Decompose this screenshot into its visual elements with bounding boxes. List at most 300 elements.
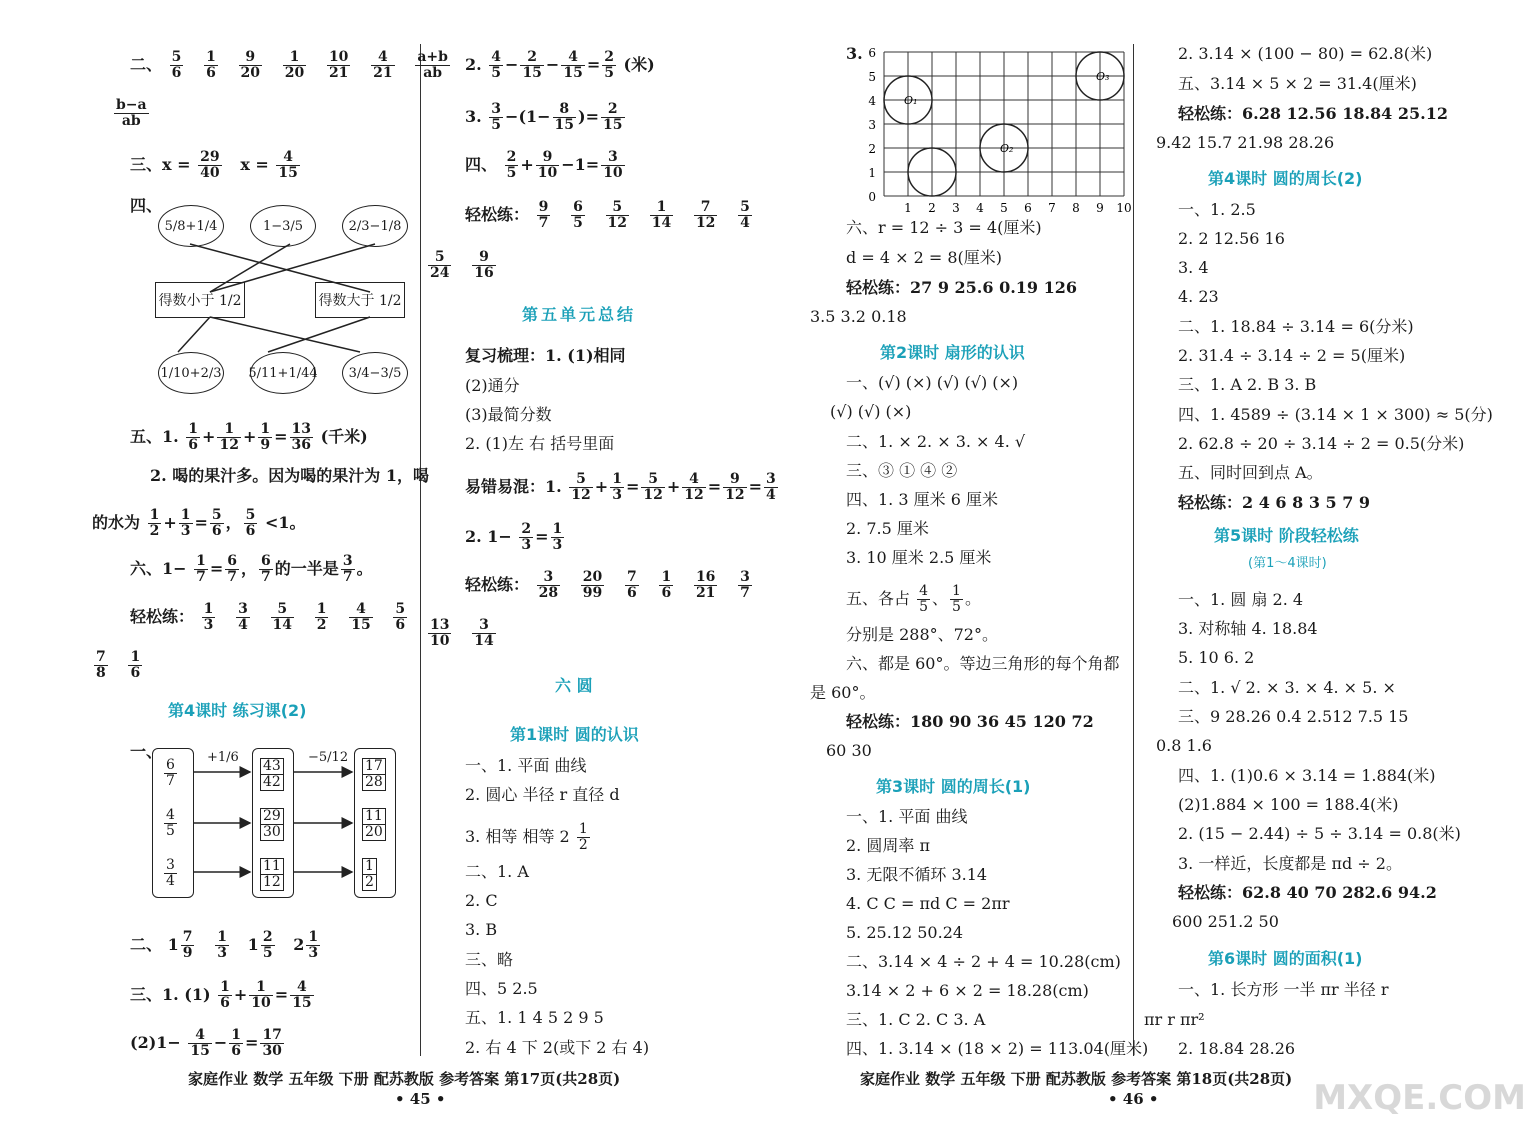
- denominator: 12: [695, 215, 716, 231]
- c2-qs2-fracs-a: [535, 569, 754, 601]
- c2-qs-row: [465, 200, 754, 231]
- numerator: 20: [582, 569, 603, 585]
- san-frac-2: [276, 150, 299, 181]
- yc2-expr: [517, 521, 566, 553]
- yc2-label: 2. 1−: [465, 527, 512, 546]
- f2r: 2. 7.5 厘米: [846, 519, 929, 538]
- numerator: 7: [627, 569, 637, 585]
- x-tick-label: 10: [1116, 201, 1132, 215]
- c2-si-expr: [503, 149, 627, 181]
- x-tick-label: 6: [1024, 201, 1032, 215]
- operator: =: [245, 1033, 259, 1052]
- expr-fraction: [341, 554, 355, 585]
- flow-fraction: [362, 758, 386, 791]
- denominator: 15: [603, 117, 623, 133]
- denominator: 7: [227, 569, 238, 585]
- operator: 的一半是: [274, 559, 339, 578]
- si-label: 四、: [130, 196, 163, 215]
- expr-fraction: [489, 50, 503, 81]
- c2-l3-label: 3.: [465, 107, 482, 126]
- denominator: 4: [740, 215, 750, 231]
- p9: 四、1. 3.14 × (18 × 2) = 113.04(厘米): [846, 1039, 1149, 1058]
- y-tick-label: 3: [868, 118, 876, 132]
- numerator: 13: [430, 617, 450, 633]
- operator: 1: [247, 935, 259, 954]
- numerator: 2: [604, 49, 614, 65]
- denominator: 10: [251, 995, 271, 1011]
- numerator: 1: [661, 569, 672, 585]
- lesson1-title: 第1课时 圆的认识: [510, 725, 639, 744]
- denominator: 4: [166, 873, 175, 889]
- flow-cell: [162, 758, 179, 789]
- flow-cell: [162, 858, 179, 889]
- denominator: 7: [196, 569, 206, 585]
- numerator: 1: [196, 553, 206, 569]
- answer-fraction: [215, 930, 229, 961]
- denominator: 28: [538, 585, 559, 601]
- expr-fraction: [551, 522, 565, 553]
- numerator: 4: [290, 980, 313, 996]
- flow-fraction: [260, 858, 284, 891]
- left-column-divider: [420, 44, 421, 1056]
- flow-cell: [258, 758, 286, 791]
- y-tick-label: 2: [868, 142, 876, 156]
- numerator: 4: [919, 583, 929, 599]
- operator: [277, 935, 294, 954]
- c2-l3: [465, 102, 627, 133]
- c2-si-label: 四、: [465, 155, 498, 174]
- denominator: 12: [643, 487, 663, 503]
- circle-center-label: O₁: [904, 94, 918, 107]
- t3: 5. 10 6. 2: [1178, 648, 1255, 667]
- denominator: 12: [725, 487, 745, 503]
- numerator: 1: [149, 507, 160, 523]
- y-tick-label: 1: [868, 166, 876, 180]
- numerator: 5: [740, 199, 750, 215]
- liu-expr: [192, 553, 373, 585]
- numerator: 1: [130, 649, 141, 665]
- expr-fraction: [601, 150, 624, 181]
- expr-fraction: [290, 980, 313, 1011]
- san-mid: x =: [240, 155, 269, 174]
- num: 1: [578, 821, 588, 837]
- operator: [641, 575, 658, 594]
- yc2-row: [465, 522, 566, 553]
- wu1-unit: (千米): [320, 427, 368, 446]
- oval-bottom-3: 3/4−3/5: [342, 352, 408, 394]
- qs3-a: 轻松练：27 9 25.6 0.19 126: [846, 278, 1078, 297]
- operator: =: [209, 559, 224, 578]
- answer-fraction: [694, 570, 717, 601]
- expr-fraction: [258, 422, 272, 453]
- qs1-row2: [92, 650, 144, 681]
- numerator: 9: [536, 150, 559, 166]
- denominator: 6: [231, 1043, 242, 1059]
- operator: +: [163, 513, 177, 532]
- mixed-fraction: [181, 930, 195, 961]
- answer-fraction: [202, 602, 216, 633]
- numerator: 4: [188, 1028, 211, 1044]
- answer-fraction: [349, 602, 372, 633]
- numerator: 5: [569, 472, 592, 488]
- flow-op-2: −5/12: [308, 750, 349, 765]
- s4: 4. 23: [1178, 287, 1219, 306]
- unit5-title: 第五单元总结: [522, 305, 637, 324]
- l6b: d = 4 × 2 = 8(厘米): [846, 248, 1003, 267]
- denominator: 5: [491, 65, 502, 81]
- c2-qs2-row2: [426, 618, 498, 649]
- denominator: 14: [272, 617, 293, 633]
- numerator: 3: [601, 150, 624, 166]
- liu-a: 六、1−: [130, 559, 187, 578]
- numerator: 5: [395, 601, 406, 617]
- num: 29: [200, 149, 220, 165]
- l1r: 六、都是 60°。等边三角形的每个角都: [846, 654, 1120, 673]
- oval-top-3: 2/3−1/8: [342, 205, 408, 247]
- numerator: 3: [740, 569, 750, 585]
- numerator: 1: [217, 422, 240, 438]
- expr-fraction: [536, 150, 559, 181]
- f1r: 四、1. 3 厘米 6 厘米: [846, 490, 998, 509]
- t4: 二、1. √ 2. × 3. × 4. × 5. ×: [1178, 678, 1396, 697]
- a1: 一、1. 平面 曲线: [465, 756, 587, 775]
- numerator: 1: [231, 1027, 242, 1043]
- numerator: 1: [612, 471, 622, 487]
- lesson4r-title: 第4课时 圆的周长(2): [1208, 169, 1363, 188]
- flow-cell: [360, 808, 388, 841]
- p3: 3. 无限不循环 3.14: [846, 865, 988, 884]
- d1: 四、5 2.5: [465, 979, 538, 998]
- denominator: 7: [342, 569, 353, 585]
- denominator: 15: [351, 617, 371, 633]
- c2-qs2-row: [465, 570, 754, 601]
- operator: 。: [964, 589, 981, 608]
- answer-fraction: [236, 602, 250, 633]
- b3: 3. B: [465, 920, 498, 939]
- answer-fraction: [371, 50, 394, 81]
- c2-qs-row2: [426, 250, 498, 281]
- s11: 轻松练：2 4 6 8 3 5 7 9: [1178, 493, 1371, 512]
- denominator: 15: [563, 65, 583, 81]
- denominator: 6: [171, 65, 182, 81]
- p1: 一、1. 平面 曲线: [846, 807, 968, 826]
- denominator: 3: [203, 617, 214, 633]
- wu2-b: 的水为: [92, 513, 141, 532]
- flow-op-1: +1/6: [207, 750, 239, 765]
- operator: [631, 205, 648, 224]
- circle-center-label: O₂: [1000, 142, 1014, 155]
- left-footer: 家庭作业 数学 五年级 下册 配苏教版 参考答案 第17页(共28页): [188, 1070, 621, 1088]
- denominator: 6: [627, 585, 637, 601]
- denominator: 20: [284, 65, 305, 81]
- operator: 2: [293, 935, 305, 954]
- operator: [375, 607, 392, 626]
- denominator: 8: [96, 665, 106, 681]
- u2: πr r πr²: [1144, 1010, 1205, 1029]
- t8: (2)1.884 × 100 = 188.4(米): [1178, 795, 1399, 814]
- operator: [330, 607, 347, 626]
- expr-fraction: [260, 1028, 283, 1059]
- r4: 9.42 15.7 21.98 28.26: [1156, 133, 1335, 152]
- t11: 轻松练：62.8 40 70 282.6 94.2: [1178, 883, 1437, 902]
- operator: [252, 607, 269, 626]
- c2-l2-label: 2.: [465, 55, 482, 74]
- liu-row: [130, 554, 373, 585]
- san2-row: [130, 980, 316, 1011]
- numerator: 29: [263, 808, 281, 824]
- expr-fraction: [950, 584, 963, 615]
- answer-fraction: [283, 50, 306, 81]
- c2-l2-unit: (米): [623, 55, 655, 74]
- denominator: 28: [365, 774, 383, 790]
- operator: +: [594, 477, 609, 496]
- operator: [552, 205, 569, 224]
- flow-fraction: [164, 808, 177, 839]
- c2-l2: [465, 50, 655, 81]
- wu1-expr: [184, 421, 315, 453]
- x-tick-label: 5: [1000, 201, 1008, 215]
- operator: =: [625, 477, 640, 496]
- answer-fraction: [581, 570, 604, 601]
- lesson5-subtitle: (第1～4课时): [1248, 556, 1327, 571]
- t2: 3. 对称轴 4. 18.84: [1178, 619, 1318, 638]
- c1: 三、略: [465, 950, 514, 969]
- numerator: 3: [342, 553, 353, 569]
- chapter6-title: 六 圆: [555, 676, 593, 695]
- den: 15: [278, 165, 298, 181]
- flow-fraction: [362, 808, 386, 841]
- denominator: 4: [238, 617, 248, 633]
- denominator: 20: [240, 65, 261, 81]
- expr-fraction: [610, 472, 624, 503]
- numerator: 6: [573, 199, 583, 215]
- numerator: 17: [365, 758, 383, 774]
- denominator: 7: [740, 585, 750, 601]
- wu2-line-a: 2. 喝的果汁多。因为喝的果汁为 1，喝: [150, 466, 429, 485]
- denominator: 6: [245, 523, 256, 539]
- numerator: 1: [283, 50, 306, 66]
- yc-label: 易错易混：1.: [465, 477, 562, 496]
- operator: [453, 255, 470, 274]
- denominator: 5: [952, 599, 961, 615]
- wu1-row: [130, 422, 368, 453]
- p2: 2. 圆周率 π: [846, 836, 930, 855]
- expr-fraction: [259, 554, 273, 585]
- operator: )=: [578, 107, 600, 126]
- numerator: 7: [182, 929, 193, 945]
- x-tick-label: 3: [952, 201, 960, 215]
- x-tick-label: 2: [928, 201, 936, 215]
- numerator: 1: [552, 521, 563, 537]
- san-frac-1: [198, 150, 221, 181]
- operator: +: [666, 477, 681, 496]
- yc-expr: [567, 471, 779, 503]
- x-tick-label: 1: [904, 201, 912, 215]
- denominator: 15: [554, 117, 575, 133]
- t6: 0.8 1.6: [1156, 736, 1212, 755]
- u1: 一、1. 长方形 一半 πr 半径 r: [1178, 980, 1389, 999]
- flow-fraction: [362, 858, 377, 891]
- operator: −1=: [561, 155, 600, 174]
- denominator: 16: [474, 265, 494, 281]
- numerator: 6: [261, 553, 271, 569]
- denominator: 12: [607, 215, 628, 231]
- denominator: 9: [182, 945, 193, 961]
- expr-fraction: [194, 554, 208, 585]
- expr-fraction: [520, 50, 543, 81]
- expr-fraction: [290, 422, 313, 453]
- answer-fraction: [393, 602, 407, 633]
- u3: 2. 18.84 28.26: [1178, 1039, 1296, 1058]
- flow-cell: [360, 858, 379, 891]
- lesson5-title: 第5课时 阶段轻松练: [1214, 526, 1359, 545]
- denominator: 12: [571, 487, 591, 503]
- t1: 一、1. 圆 扇 2. 4: [1178, 590, 1304, 609]
- expr-fraction: [641, 472, 664, 503]
- operator: −(1−: [505, 107, 551, 126]
- numerator: 7: [96, 649, 106, 665]
- b1: 二、1. A: [465, 862, 529, 881]
- expr-fraction: [217, 422, 240, 453]
- operator: +: [233, 985, 248, 1004]
- operator: [453, 623, 470, 642]
- expr-fraction: [188, 1028, 211, 1059]
- numerator: 5: [211, 507, 222, 523]
- denominator: 5: [262, 945, 273, 961]
- denominator: 6: [130, 665, 141, 681]
- numerator: 1: [188, 421, 199, 437]
- denominator: 30: [262, 1043, 282, 1059]
- san-row: [130, 150, 302, 181]
- answer-fraction: [472, 250, 495, 281]
- oval-bottom-2: 5/11+1/44: [250, 352, 316, 394]
- answer-fraction: [327, 50, 350, 81]
- grid-label: 3.: [846, 44, 863, 63]
- denominator: 10: [430, 633, 450, 649]
- s3: 3. 4: [1178, 258, 1209, 277]
- operator: =: [274, 427, 288, 446]
- numerator: 1: [365, 858, 374, 874]
- operator: [196, 935, 213, 954]
- expr-fraction: [225, 554, 239, 585]
- l6a: 六、r = 12 ÷ 3 = 4(厘米): [846, 218, 1042, 237]
- flow-fraction: [164, 758, 177, 789]
- operator: [217, 607, 234, 626]
- operator: =: [535, 527, 549, 546]
- answer-fraction: [94, 650, 108, 681]
- numerator: 1: [180, 507, 191, 523]
- numerator: 5: [245, 507, 256, 523]
- box-greater-half: 得数大于 1/2: [315, 282, 405, 318]
- denominator: 6: [395, 617, 406, 633]
- p5: 5. 25.12 50.24: [846, 923, 964, 942]
- qs1-label: 轻松练：: [130, 607, 195, 626]
- numerator: 2: [520, 50, 543, 66]
- denominator: 3: [521, 537, 532, 553]
- operator: 1: [167, 935, 179, 954]
- numerator: 4: [371, 50, 394, 66]
- fx4: 2. (1)左 右 括号里面: [465, 434, 615, 453]
- er-frac-wrap: [112, 98, 151, 129]
- numerator: 6: [227, 553, 238, 569]
- numerator: 1: [650, 200, 673, 216]
- r1: 2. 3.14 × (100 − 80) = 62.8(米): [1178, 44, 1433, 63]
- expr-fraction: [489, 102, 503, 133]
- numerator: 9: [239, 50, 262, 66]
- denominator: 21: [328, 65, 349, 81]
- operator: [719, 205, 736, 224]
- expr-fraction: [917, 584, 930, 615]
- expr-fraction: [244, 508, 258, 539]
- answer-fraction: [239, 50, 262, 81]
- l2r: 是 60°。: [810, 683, 876, 702]
- denominator: 3: [612, 487, 622, 503]
- w1: 五、各占: [846, 589, 911, 608]
- r3: 轻松练：6.28 12.56 18.84 25.12: [1178, 104, 1448, 123]
- y-tick-label: 0: [868, 190, 876, 204]
- answer-fraction: [428, 250, 451, 281]
- p8: 三、1. C 2. C 3. A: [846, 1010, 986, 1029]
- s1r: 三、③ ① ④ ②: [846, 461, 958, 480]
- oval-top-1: 5/8+1/4: [158, 205, 224, 247]
- numerator: 9: [472, 250, 495, 266]
- numerator: 2: [262, 929, 273, 945]
- expr-fraction: [602, 50, 616, 81]
- operator: −: [213, 1033, 228, 1052]
- yc-row: [465, 472, 780, 503]
- s1: 一、1. 2.5: [1178, 200, 1256, 219]
- operator: [296, 607, 313, 626]
- answer-fraction: [537, 200, 551, 231]
- numerator: 1: [260, 421, 271, 437]
- s9: 2. 62.8 ÷ 20 ÷ 3.14 ÷ 2 = 0.5(分米): [1178, 434, 1465, 453]
- answer-fraction: [625, 570, 639, 601]
- operator: −: [545, 55, 560, 74]
- b2: 2. C: [465, 891, 498, 910]
- denominator: 15: [522, 65, 542, 81]
- expr-fraction: [179, 508, 193, 539]
- a3-row: [465, 822, 592, 853]
- numerator: 3: [537, 570, 560, 586]
- expr-fraction: [569, 472, 592, 503]
- answer-fraction: [659, 570, 673, 601]
- operator: [352, 55, 369, 74]
- numerator: 43: [263, 758, 281, 774]
- er2-values: [167, 929, 323, 961]
- answer-fraction: [315, 602, 329, 633]
- operator: 、: [932, 589, 949, 608]
- circle-center-label: O₃: [1096, 70, 1110, 83]
- numerator: 10: [328, 49, 349, 65]
- denominator: 3: [552, 537, 563, 553]
- numerator: 6: [166, 757, 175, 773]
- denominator: 6: [211, 523, 222, 539]
- operator: [587, 205, 604, 224]
- den: 40: [200, 165, 220, 181]
- denominator: 3: [180, 523, 191, 539]
- numerator: 16: [695, 569, 716, 585]
- denominator: 6: [661, 585, 672, 601]
- numerator: 5: [171, 49, 182, 65]
- er2-label: 二、: [130, 935, 163, 954]
- denominator: 5: [604, 65, 614, 81]
- numerator: 7: [694, 200, 717, 216]
- denominator: 36: [291, 437, 311, 453]
- expr-fraction: [519, 522, 533, 553]
- numerator: 3: [238, 601, 248, 617]
- numerator: 17: [262, 1027, 282, 1043]
- denominator: 14: [651, 215, 672, 231]
